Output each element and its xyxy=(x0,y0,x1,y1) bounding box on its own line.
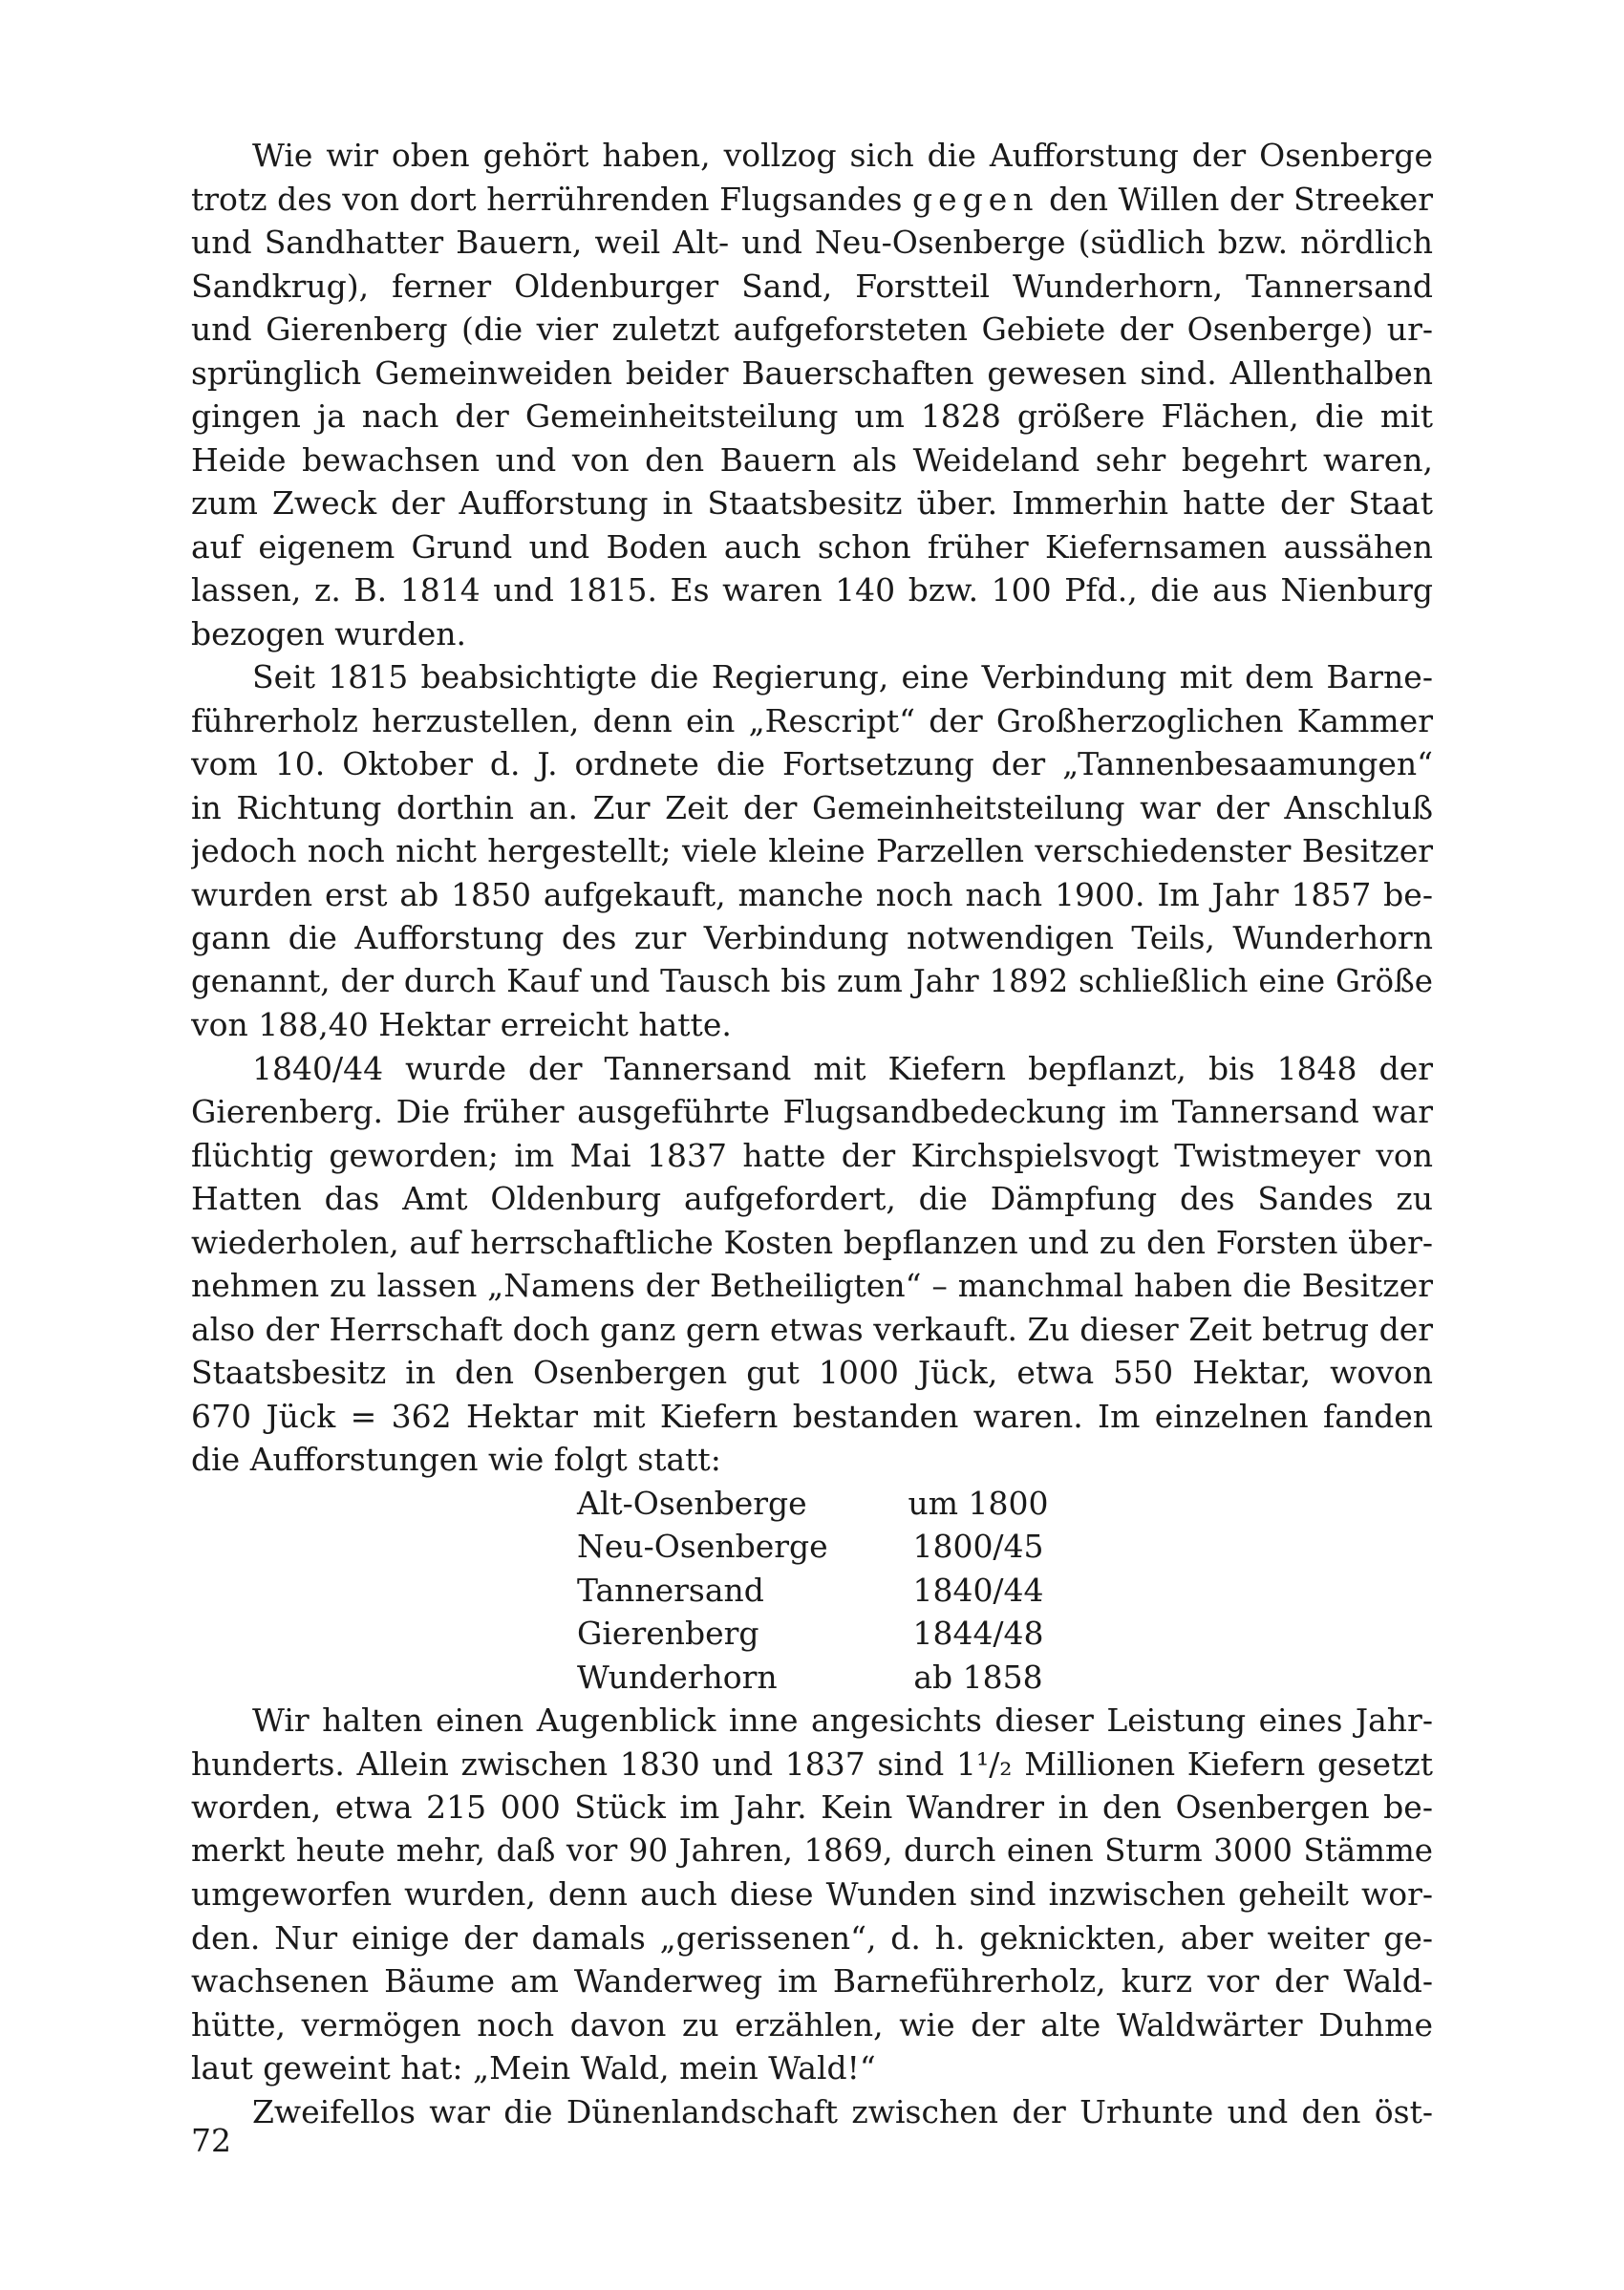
paragraph-2 xyxy=(191,655,1433,1047)
paragraph-5 xyxy=(191,2090,1433,2134)
text-line: zum Zweck der Aufforstung in Staatsbesitz über. Immerhin hatte der Staat xyxy=(191,484,1433,522)
text-line: laut geweint hat: „Mein Wald, mein Wald!“ xyxy=(191,2049,876,2087)
table-cell-date: 1844/48 xyxy=(912,1615,1044,1652)
text-line: führerholz herzustellen, denn ein „Rescript“ der Großherzoglichen Kammer xyxy=(191,701,1433,739)
table-row xyxy=(577,1482,1433,1526)
text-line: Wir halten einen Augenblick inne angesichts dieser Leistung eines Jahr- xyxy=(252,1701,1433,1739)
text-line: also der Herrschaft doch ganz gern etwas verkauft. Zu dieser Zeit betrug der xyxy=(191,1310,1433,1348)
text-line: Seit 1815 beabsichtigte die Regierung, eine Verbindung mit dem Barne- xyxy=(252,658,1433,696)
table-row xyxy=(577,1656,1433,1700)
text-line: nehmen zu lassen „Namens der Betheiligten“ – manchmal haben die Besitzer xyxy=(191,1267,1433,1304)
table-cell-place: Gierenberg xyxy=(577,1615,759,1652)
text-line: und Gierenberg (die vier zuletzt aufgeforsteten Gebiete der Osenberge) ur- xyxy=(191,310,1433,348)
text-line: 670 Jück = 362 Hektar mit Kiefern bestanden waren. Im einzelnen fanden xyxy=(191,1397,1433,1435)
text-line: Hatten das Amt Oldenburg aufgefordert, die Dämpfung des Sandes zu xyxy=(191,1180,1433,1217)
text-line: vom 10. Oktober d. J. ordnete die Fortsetzung der „Tannenbesaamungen“ xyxy=(191,745,1433,782)
table-cell-place: Alt-Osenberge xyxy=(577,1484,807,1522)
paragraph-4 xyxy=(191,1699,1433,2090)
book-page xyxy=(191,134,1433,2133)
text-line: Gierenberg. Die früher ausgeführte Flugsandbedeckung im Tannersand war xyxy=(191,1093,1433,1130)
text-line: wiederholen, auf herrschaftliche Kosten bepflanzen und zu den Forsten über- xyxy=(191,1223,1433,1261)
table-cell-date: um 1800 xyxy=(908,1484,1049,1522)
text-line: 1840/44 wurde der Tannersand mit Kiefern bepflanzt, bis 1848 der xyxy=(252,1049,1433,1087)
table-cell-place: Tannersand xyxy=(577,1571,764,1609)
table-row xyxy=(577,1569,1433,1613)
text-line: hütte, vermögen noch davon zu erzählen, wie der alte Waldwärter Duhme xyxy=(191,2005,1433,2044)
text-line xyxy=(191,178,1433,222)
text-line: wachsenen Bäume am Wanderweg im Barneführerholz, kurz vor der Wald- xyxy=(191,1962,1433,2000)
text-line: Zweifellos war die Dünenlandschaft zwischen der Urhunte und den öst- xyxy=(252,2092,1433,2130)
text-line: von 188,40 Hektar erreicht hatte. xyxy=(191,1006,732,1043)
text-line: Sandkrug), ferner Oldenburger Sand, Forstteil Wunderhorn, Tannersand xyxy=(191,267,1433,305)
text-fragment: trotz des von dort herrührenden Flugsandes gegen den Willen der Streeker xyxy=(191,180,1433,218)
table-cell-date: 1800/45 xyxy=(912,1528,1044,1565)
text-line: flüchtig geworden; im Mai 1837 hatte der Kirchspielsvogt Twistmeyer von xyxy=(191,1136,1433,1174)
table-cell-date: 1840/44 xyxy=(912,1571,1044,1609)
emphasized-word: gegen xyxy=(911,180,1039,218)
text-line: Heide bewachsen und von den Bauern als Weideland sehr begehrt waren, xyxy=(191,440,1433,479)
text-line: umgeworfen wurden, denn auch diese Wunden sind inzwischen geheilt wor- xyxy=(191,1875,1433,1913)
text-line: sprünglich Gemeinweiden beider Bauerschaften gewesen sind. Allenthalben xyxy=(191,353,1433,392)
text-line: Wie wir oben gehört haben, vollzog sich die Aufforstung der Osenberge xyxy=(252,137,1433,174)
text-line: lassen, z. B. 1814 und 1815. Es waren 140 bzw. 100 Pfd., die aus Nienburg xyxy=(191,571,1433,609)
text-line: den. Nur einige der damals „gerissenen“, d. h. geknickten, aber weiter ge- xyxy=(191,1918,1433,1957)
text-line: wurden erst ab 1850 aufgekauft, manche noch nach 1900. Im Jahr 1857 be- xyxy=(191,875,1433,913)
text-line: die Aufforstungen wie folgt statt: xyxy=(191,1441,721,1478)
table-cell-date: ab 1858 xyxy=(913,1658,1043,1696)
paragraph-1 xyxy=(191,134,1433,655)
table-cell-place: Neu-Osenberge xyxy=(577,1528,828,1565)
text-line: gingen ja nach der Gemeinheitsteilung um 1828 größere Flächen, die mit xyxy=(191,397,1433,435)
text-line: hunderts. Allein zwischen 1830 und 1837 sind 1¹/₂ Millionen Kiefern gesetzt xyxy=(191,1744,1433,1783)
text-line: merkt heute mehr, daß vor 90 Jahren, 1869, durch einen Sturm 3000 Stämme xyxy=(191,1831,1433,1869)
text-line: worden, etwa 215 000 Stück im Jahr. Kein Wandrer in den Osenbergen be- xyxy=(191,1788,1433,1826)
page-number: 72 xyxy=(191,2122,231,2159)
text-line: Staatsbesitz in den Osenbergen gut 1000 Jück, etwa 550 Hektar, wovon xyxy=(191,1354,1433,1391)
text-line: auf eigenem Grund und Boden auch schon früher Kiefernsamen aussähen xyxy=(191,527,1433,566)
text-line: gann die Aufforstung des zur Verbindung notwendigen Teils, Wunderhorn xyxy=(191,919,1433,956)
paragraph-3 xyxy=(191,1047,1433,1482)
table-row xyxy=(577,1525,1433,1569)
text-line: jedoch noch nicht hergestellt; viele kleine Parzellen verschiedenster Besitzer xyxy=(191,832,1433,869)
afforestation-table xyxy=(577,1482,1433,1700)
text-line: genannt, der durch Kauf und Tausch bis zum Jahr 1892 schließlich eine Größe xyxy=(191,962,1433,999)
table-cell-place: Wunderhorn xyxy=(577,1658,778,1696)
table-row xyxy=(577,1612,1433,1656)
text-line: bezogen wurden. xyxy=(191,614,466,653)
text-line: und Sandhatter Bauern, weil Alt- und Neu-Osenberge (südlich bzw. nördlich xyxy=(191,224,1433,261)
text-line: in Richtung dorthin an. Zur Zeit der Gemeinheitsteilung war der Anschluß xyxy=(191,788,1433,826)
